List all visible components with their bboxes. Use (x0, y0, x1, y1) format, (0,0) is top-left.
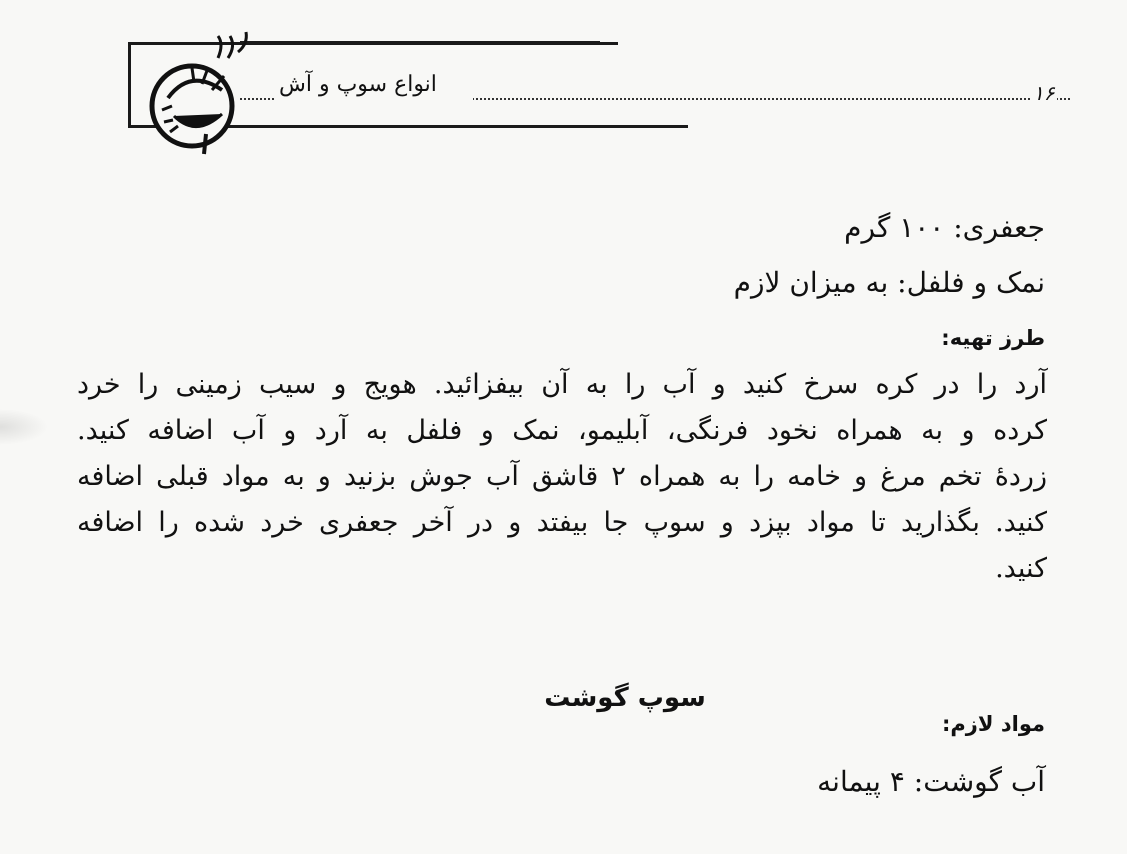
preparation-heading: طرز تهیه: (941, 326, 1045, 350)
running-header-title: انواع سوپ و آش (275, 70, 473, 100)
page-number: ۱۶ (1030, 80, 1057, 106)
paragraph-line: آرد را در کره سرخ کنید و آب را به آن بیفزائید. هویج و سیب زمینی را خرد (77, 369, 1047, 400)
paragraph-line: کرده و به همراه نخود فرنگی، آبلیمو، نمک و فلفل به آرد و آب اضافه کنید. (77, 415, 1047, 446)
soup-bowl-logo-icon (140, 28, 270, 158)
ingredient-line: جعفری: ۱۰۰ گرم (844, 211, 1045, 244)
ingredients-heading: مواد لازم: (942, 712, 1045, 736)
ingredient-line: آب گوشت: ۴ پیمانه (817, 765, 1045, 798)
recipe-title: سوپ گوشت (544, 683, 706, 713)
ingredient-line: نمک و فلفل: به میزان لازم (733, 266, 1045, 299)
preparation-paragraph (77, 362, 1047, 592)
paragraph-line: کنید. (995, 553, 1047, 584)
paragraph-line: کنید. بگذارید تا مواد بپزد و سوپ جا بیفتد و در آخر جعفری خرد شده را اضافه (77, 507, 1047, 538)
paragraph-line: زردهٔ تخم مرغ و خامه را به همراه ۲ قاشق آب جوش بزنید و به مواد قبلی اضافه (77, 461, 1047, 492)
header-line-top (240, 41, 600, 44)
